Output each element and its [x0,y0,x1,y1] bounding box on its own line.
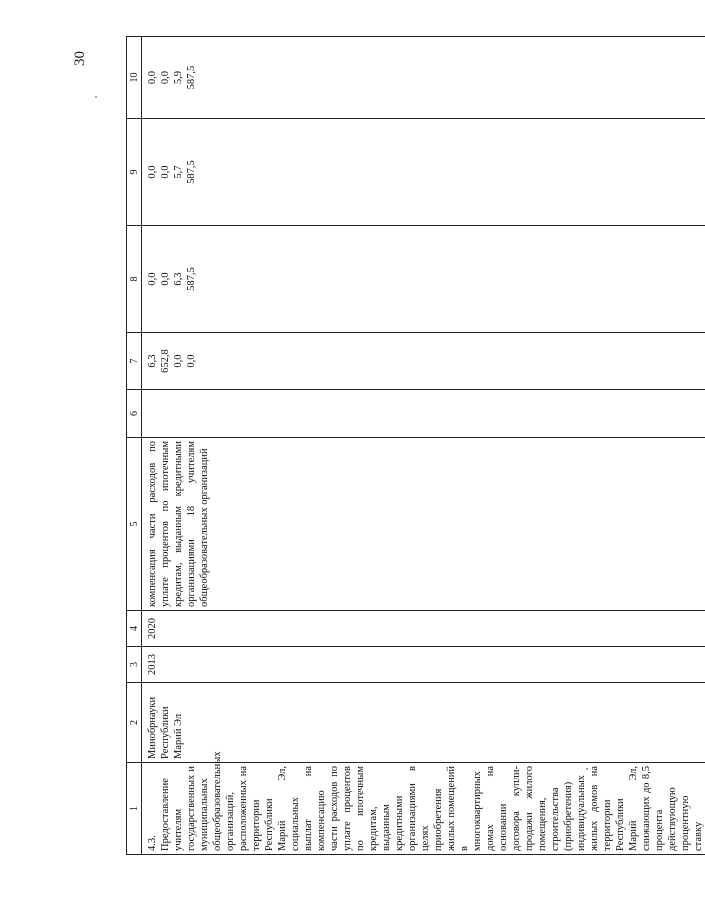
col8-value: 0,0 [147,272,158,286]
header-col-6: 6 [127,390,142,438]
indicator-cell [142,438,705,611]
end-year-cell: 2020 [142,611,705,647]
start-year-cell: 2013 [142,647,705,683]
col9-value: 0,0 [160,165,171,179]
executor-cell: Минобрнауки Республики Марий Эл [142,683,705,763]
header-col-1: 1 [127,763,142,855]
col9-value: 5,7 [173,165,184,179]
col10-cell [142,37,705,119]
col10-value: 587,5 [186,65,197,90]
header-col-5: 5 [127,438,142,611]
col7-value: 0,0 [186,354,197,368]
header-col-8: 8 [127,226,142,333]
scan-speck [95,96,97,98]
rotated-table-container [126,37,704,855]
col9-value: 587,5 [186,160,197,184]
page-number: 30 [72,51,88,66]
col8-cell [142,226,705,333]
col8-value: 587,5 [186,267,197,291]
header-col-9: 9 [127,119,142,226]
measure-cell [142,751,705,855]
header-col-4: 4 [127,611,142,647]
header-col-3: 3 [127,647,142,683]
header-col-2: 2 [127,683,142,763]
header-row [127,37,142,855]
indicator-text: компенсация части расходов по уплате процентов по ипотечным кредитам, выданным кредитными организациями 18 учителям общеобразовательных организаций [147,441,210,607]
col8-value: 6,3 [173,272,184,286]
col9-cell [142,119,705,226]
col6-cell [142,390,705,438]
col9-value: 0,0 [147,165,158,179]
col10-value: 0,0 [160,70,171,85]
col7-cell [142,333,705,390]
col7-value: 652,8 [160,349,171,373]
measure-text: 4.3. Предоставление учителям государственных и муниципальных общеобразовательных организаций, расположенных на территории Республики Марий Эл, социальных выплат на компенсацию части расходов по уплате процентов по ипотечным кредитам, выданным кредитными организациями в целях приобретения жилых помещений в многоквартирных домах на основании договора купли-продажи жилого помещения, строительства (приобретения) индивидуальных жилых домов на территории Республики Марий Эл, снижающих до 8,5 процента действующую процентную ставку [147,751,704,851]
col7-value: 6,3 [147,354,158,368]
table-row [142,37,705,855]
col7-value: 0,0 [173,354,184,368]
col10-value: 0,0 [147,70,158,85]
header-col-7: 7 [127,333,142,390]
col8-value: 0,0 [160,272,171,286]
col10-value: 5,9 [173,70,184,85]
header-col-10: 10 [127,37,142,119]
scan-speck [586,768,588,770]
program-table [126,36,705,855]
